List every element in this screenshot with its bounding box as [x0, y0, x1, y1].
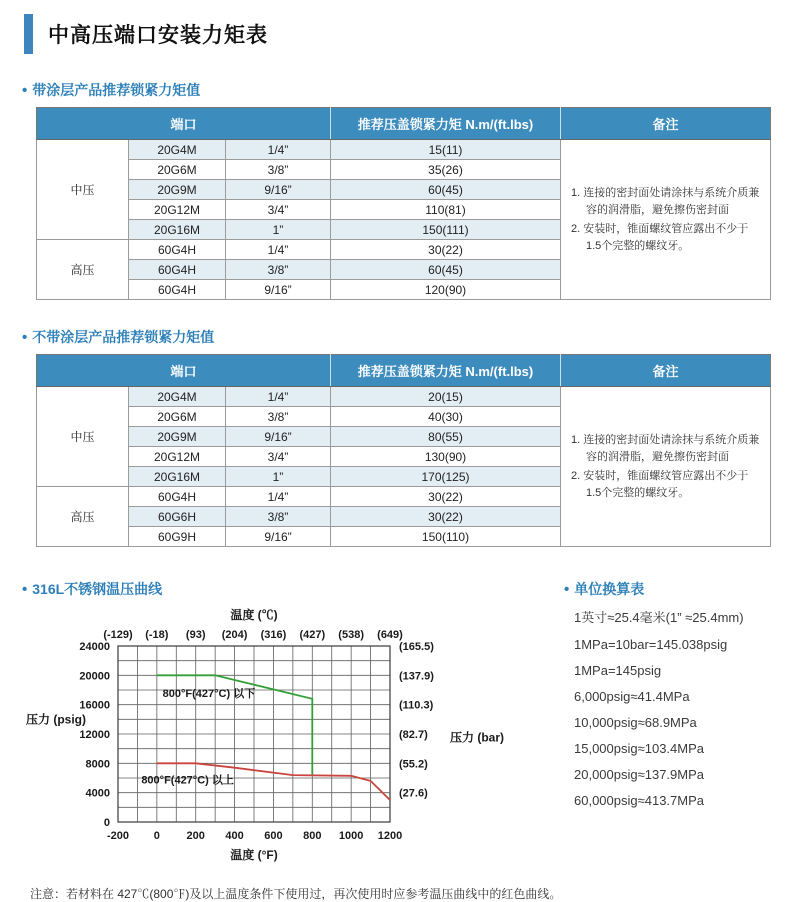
conversion-item: 10,000psig≈68.9MPa	[574, 715, 697, 730]
conversion-item: 20,000psig≈137.9MPa	[574, 767, 705, 782]
port-size-cell: 1/4”	[226, 487, 331, 507]
remark-line: 1. 连接的密封面处请涂抹与系统介质兼容的润滑脂，避免擦伤密封面	[571, 434, 760, 463]
conversion-item: 15,000psig≈103.4MPa	[574, 741, 705, 756]
port-code-cell: 60G9H	[129, 527, 226, 547]
section-title-uncoated-label: 不带涂层产品推荐锁紧力矩值	[32, 329, 215, 345]
torque-value-cell: 130(90)	[331, 447, 561, 467]
page-title: 中高压端口安装力矩表	[48, 24, 268, 47]
temperature-pressure-chart-section	[22, 579, 534, 871]
top-axis-title: 温度 (℃)	[230, 608, 278, 622]
section-title-uncoated	[22, 327, 770, 347]
right-axis-title: 压力 (bar)	[450, 730, 505, 745]
top-axis-tick-label: (-129)	[103, 629, 133, 641]
section-title-chart	[22, 579, 534, 599]
port-code-cell: 20G6M	[129, 160, 226, 180]
torque-value-cell: 150(110)	[331, 527, 561, 547]
page-header	[24, 14, 770, 54]
series-label-below-800f: 800°F(427°C) 以下	[162, 687, 256, 700]
port-size-cell: 3/8”	[226, 260, 331, 280]
torque-value-cell: 60(45)	[331, 260, 561, 280]
bullet-icon: •	[22, 81, 28, 99]
right-axis-tick-label: (27.6)	[399, 787, 428, 800]
torque-value-cell: 170(125)	[331, 467, 561, 487]
port-code-cell: 20G6M	[129, 407, 226, 427]
left-axis-tick-label: 0	[103, 817, 110, 829]
uncoated-torque-section	[22, 327, 770, 547]
conversion-item: 1MPa=10bar=145.038psig	[574, 637, 728, 652]
port-code-cell: 60G6H	[129, 507, 226, 527]
conversion-item: 60,000psig≈413.7MPa	[574, 793, 705, 808]
remarks-cell	[561, 387, 771, 547]
port-size-cell: 1/4”	[226, 140, 331, 160]
bottom-axis-title: 温度 (°F)	[230, 848, 278, 862]
right-axis-tick-label: (110.3)	[399, 699, 434, 712]
remarks-cell	[561, 140, 771, 300]
top-axis-tick-label: (538)	[338, 629, 364, 641]
conversion-item: 1MPa=145psig	[574, 663, 662, 678]
port-code-cell: 20G12M	[129, 200, 226, 220]
port-size-cell: 1”	[226, 220, 331, 240]
title-accent-bar	[24, 14, 33, 54]
port-size-cell: 1/4”	[226, 387, 331, 407]
bottom-axis-tick-label: 1200	[377, 830, 403, 842]
col-header-port: 端口	[37, 355, 331, 387]
section-title-coated	[22, 80, 770, 100]
pressure-group-label: 中压	[37, 387, 129, 487]
torque-value-cell: 40(30)	[331, 407, 561, 427]
port-size-cell: 3/8”	[226, 407, 331, 427]
left-axis-tick-label: 12000	[79, 729, 110, 741]
pressure-group-label: 高压	[37, 240, 129, 300]
torque-value-cell: 110(81)	[331, 200, 561, 220]
conversion-item: 1英寸≈25.4毫米(1” ≈25.4mm)	[574, 610, 744, 625]
torque-value-cell: 60(45)	[331, 180, 561, 200]
left-axis-title: 压力 (psig)	[26, 712, 86, 727]
left-axis-tick-label: 24000	[79, 641, 110, 653]
top-axis-tick-label: (649)	[377, 629, 403, 641]
unit-conversion-list	[574, 607, 770, 808]
port-size-cell: 9/16”	[226, 527, 331, 547]
port-code-cell: 20G4M	[129, 140, 226, 160]
col-header-remark: 备注	[561, 108, 771, 140]
port-code-cell: 20G16M	[129, 220, 226, 240]
conversion-item: 6,000psig≈41.4MPa	[574, 689, 690, 704]
coated-torque-section	[22, 80, 770, 300]
torque-value-cell: 35(26)	[331, 160, 561, 180]
table-row	[37, 387, 771, 407]
table-header-row	[37, 355, 771, 387]
torque-value-cell: 80(55)	[331, 427, 561, 447]
temperature-pressure-chart	[22, 606, 522, 866]
col-header-torque: 推荐压盖锁紧力矩 N.m/(ft.lbs)	[331, 355, 561, 387]
section-title-conversion-label: 单位换算表	[574, 581, 645, 597]
top-axis-tick-label: (93)	[185, 629, 206, 641]
uncoated-torque-table	[36, 354, 771, 547]
bottom-axis-tick-label: -200	[106, 830, 130, 842]
top-axis-tick-label: (316)	[260, 629, 287, 641]
port-size-cell: 3/8”	[226, 507, 331, 527]
left-axis-tick-label: 8000	[85, 758, 110, 771]
port-code-cell: 60G4H	[129, 280, 226, 300]
left-axis-tick-label: 20000	[79, 670, 110, 683]
bottom-axis-tick-label: 600	[264, 830, 283, 842]
port-code-cell: 20G4M	[129, 387, 226, 407]
left-axis-tick-label: 4000	[85, 787, 110, 800]
port-code-cell: 60G4H	[129, 260, 226, 280]
footer-note: 注意：若材料在 427℃(800℉)及以上温度条件下使用过，再次使用时应参考温压曲线中的红色曲线。	[30, 887, 562, 901]
torque-value-cell: 15(11)	[331, 140, 561, 160]
remark-line: 1. 连接的密封面处请涂抹与系统介质兼容的润滑脂，避免擦伤密封面	[571, 187, 760, 216]
port-code-cell: 60G4H	[129, 487, 226, 507]
port-code-cell: 20G9M	[129, 180, 226, 200]
top-axis-tick-label: (-18)	[145, 629, 169, 641]
port-size-cell: 1”	[226, 467, 331, 487]
table-row	[37, 140, 771, 160]
port-size-cell: 9/16”	[226, 180, 331, 200]
series-label-above-800f: 800°F(427°C) 以上	[141, 774, 234, 787]
port-code-cell: 20G16M	[129, 467, 226, 487]
section-title-conversion	[564, 579, 770, 599]
port-code-cell: 20G12M	[129, 447, 226, 467]
unit-conversion-section	[564, 579, 770, 871]
pressure-group-label: 高压	[37, 487, 129, 547]
col-header-port: 端口	[37, 108, 331, 140]
torque-value-cell: 30(22)	[331, 507, 561, 527]
port-size-cell: 1/4”	[226, 240, 331, 260]
torque-value-cell: 20(15)	[331, 387, 561, 407]
coated-torque-table	[36, 107, 771, 300]
torque-value-cell: 30(22)	[331, 487, 561, 507]
section-title-chart-label: 316L不锈钢温压曲线	[32, 581, 163, 597]
port-size-cell: 9/16”	[226, 427, 331, 447]
torque-value-cell: 120(90)	[331, 280, 561, 300]
pressure-group-label: 中压	[37, 140, 129, 240]
col-header-torque: 推荐压盖锁紧力矩 N.m/(ft.lbs)	[331, 108, 561, 140]
left-axis-tick-label: 16000	[79, 699, 110, 712]
torque-value-cell: 30(22)	[331, 240, 561, 260]
bottom-row	[22, 579, 770, 871]
bottom-axis-tick-label: 800	[303, 830, 322, 842]
bottom-axis-tick-label: 400	[225, 830, 244, 842]
top-axis-tick-label: (204)	[221, 629, 248, 641]
bullet-icon: •	[564, 580, 570, 598]
remark-line: 2. 安装时，锥面螺纹管应露出不少于1.5个完整的螺纹牙。	[571, 223, 749, 252]
right-axis-tick-label: (137.9)	[399, 670, 434, 683]
section-title-coated-label: 带涂层产品推荐锁紧力矩值	[32, 82, 201, 98]
right-axis-tick-label: (165.5)	[399, 641, 434, 653]
bottom-axis-tick-label: 200	[186, 830, 205, 842]
port-size-cell: 3/8”	[226, 160, 331, 180]
remark-line: 2. 安装时，锥面螺纹管应露出不少于1.5个完整的螺纹牙。	[571, 470, 749, 499]
port-code-cell: 60G4H	[129, 240, 226, 260]
right-axis-tick-label: (55.2)	[399, 758, 428, 771]
port-size-cell: 3/4”	[226, 200, 331, 220]
torque-value-cell: 150(111)	[331, 220, 561, 240]
bullet-icon: •	[22, 580, 28, 598]
port-code-cell: 20G9M	[129, 427, 226, 447]
port-size-cell: 3/4”	[226, 447, 331, 467]
bottom-axis-tick-label: 1000	[338, 830, 364, 842]
bottom-axis-tick-label: 0	[153, 830, 160, 842]
top-axis-tick-label: (427)	[299, 629, 326, 641]
col-header-remark: 备注	[561, 355, 771, 387]
right-axis-tick-label: (82.7)	[399, 729, 428, 741]
port-size-cell: 9/16”	[226, 280, 331, 300]
bullet-icon: •	[22, 328, 28, 346]
table-header-row	[37, 108, 771, 140]
